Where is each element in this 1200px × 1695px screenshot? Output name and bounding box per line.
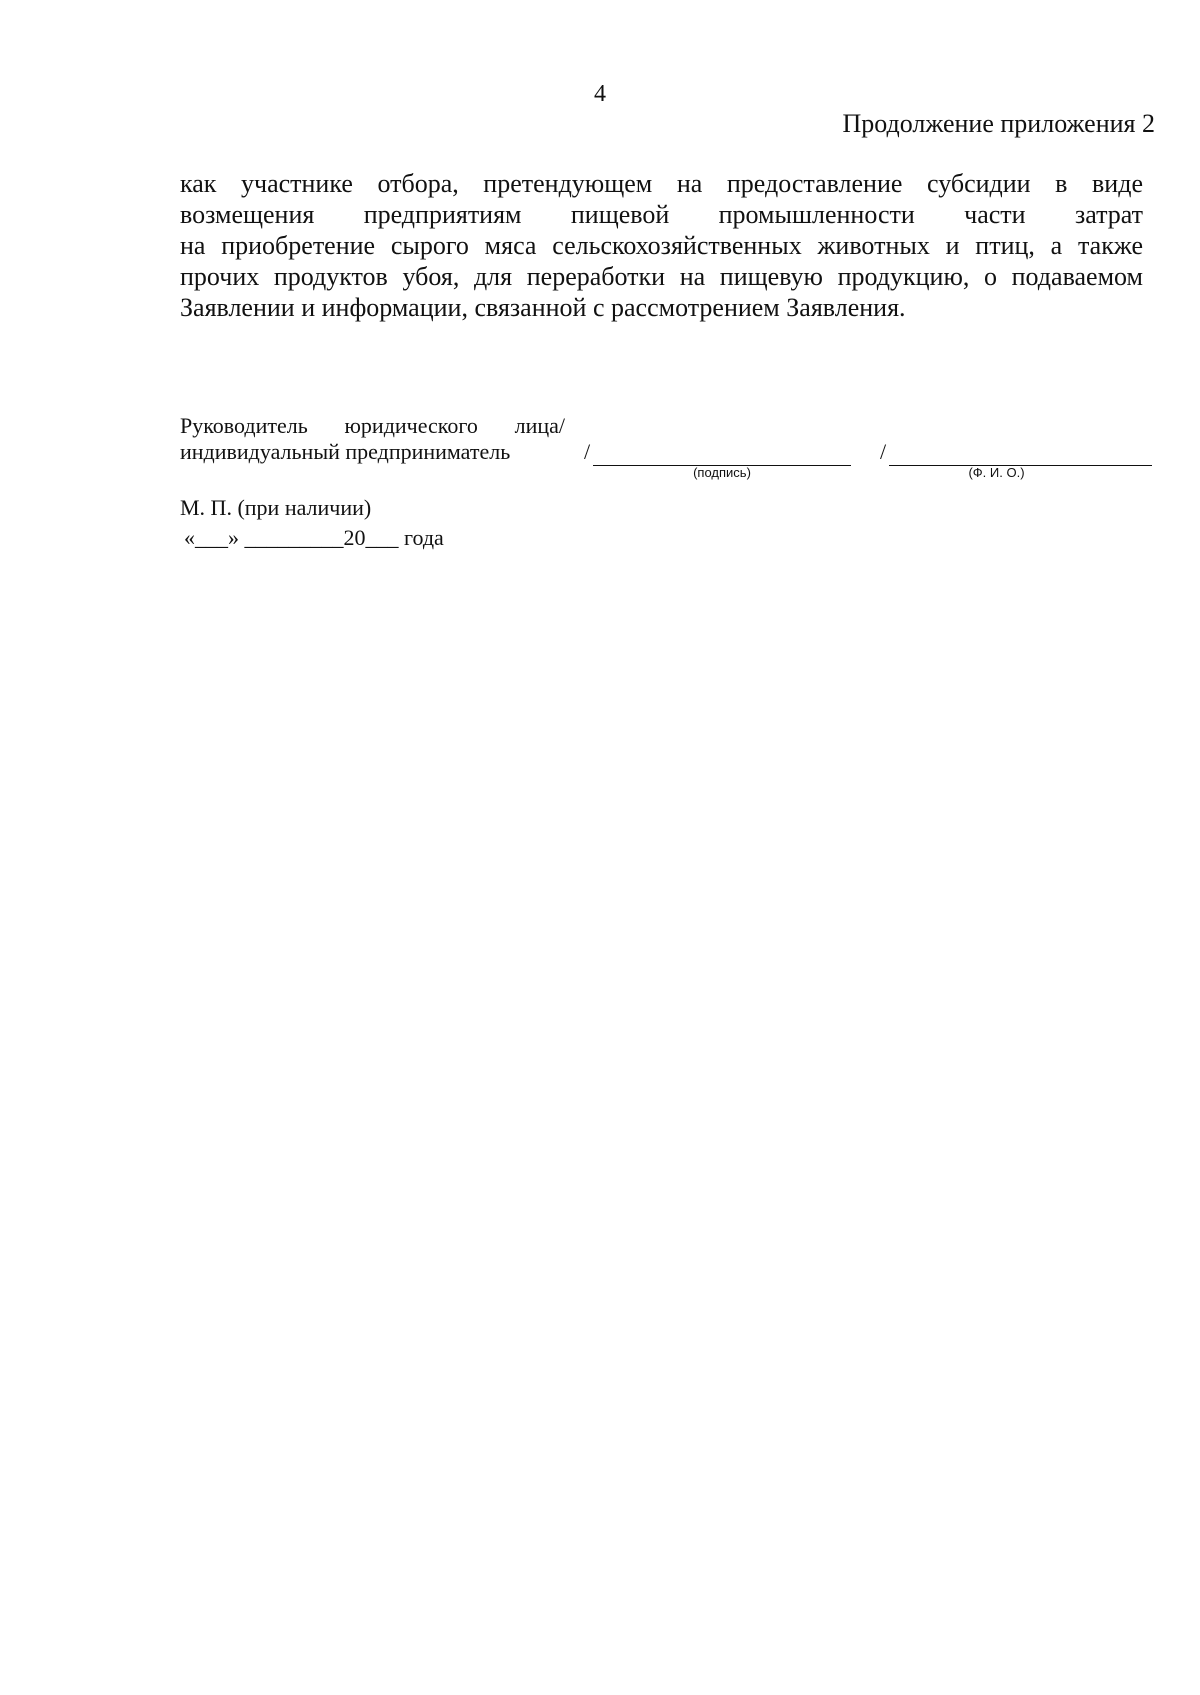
body-line: возмещения предприятиям пищевой промышленности части затрат xyxy=(180,200,1143,229)
full-name-caption: (Ф. И. О.) xyxy=(968,465,1025,480)
date-field[interactable]: «___» _________20___ года xyxy=(184,525,444,550)
signatory-title-line-2: индивидуальный предприниматель xyxy=(180,439,511,464)
body-line: как участнике отбора, претендующем на предоставление субсидии в виде xyxy=(180,169,1143,198)
body-line: Заявлении и информации, связанной с рассмотрением Заявления. xyxy=(180,293,906,322)
body-paragraph xyxy=(180,168,1143,323)
body-line: прочих продуктов убоя, для переработки на пищевую продукцию, о подаваемом xyxy=(180,262,1143,291)
signature-block xyxy=(180,413,1150,480)
full-name-field[interactable] xyxy=(889,439,1152,466)
name-slash: / xyxy=(880,439,887,464)
body-line: на приобретение сырого мяса сельскохозяйственных животных и птиц, а также xyxy=(180,231,1143,260)
page-number: 4 xyxy=(594,81,606,107)
signature-field[interactable] xyxy=(593,439,851,466)
signature-caption: (подпись) xyxy=(693,465,751,480)
appendix-continuation-note: Продолжение приложения 2 xyxy=(842,109,1155,138)
signature-row-1 xyxy=(180,413,1150,439)
stamp-placeholder: М. П. (при наличии) xyxy=(180,495,372,520)
signatory-title-line-1: Руководитель юридического лица/ xyxy=(180,413,565,438)
signature-row-2 xyxy=(180,439,1150,480)
signature-slash: / xyxy=(584,439,591,464)
